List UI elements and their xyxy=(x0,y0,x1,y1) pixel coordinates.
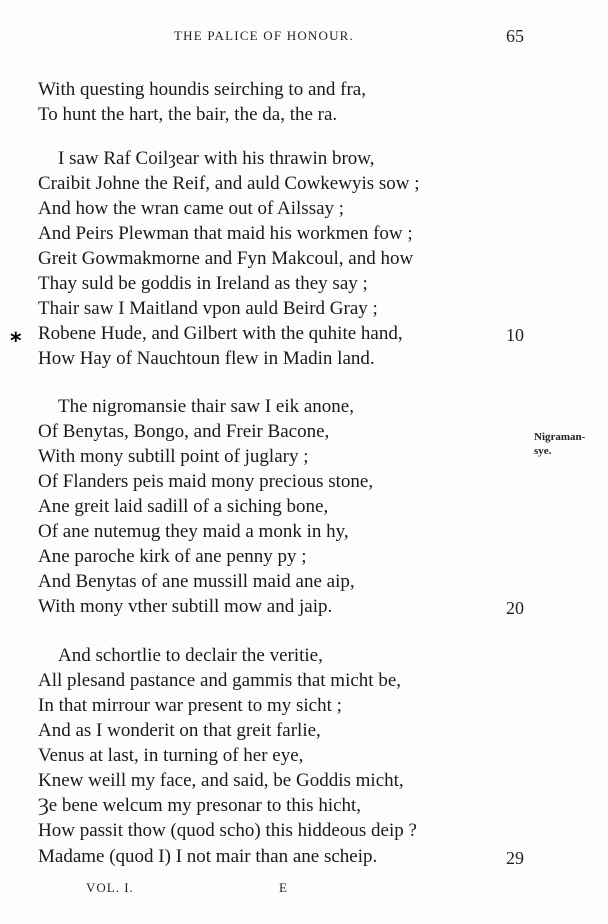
poem-line: And Peirs Plewman that maid his workmen fow ; xyxy=(38,223,413,244)
poem-line: Knew weill my face, and said, be Goddis micht, xyxy=(38,770,404,791)
margin-note xyxy=(534,430,585,458)
line-number: 29 xyxy=(506,848,524,868)
poem-line: How passit thow (quod scho) this hiddeous deip ? xyxy=(38,820,417,841)
poem-line: Ane greit laid sadill of a siching bone, xyxy=(38,496,329,517)
poem-line: With mony vther subtill mow and jaip. xyxy=(38,596,333,617)
poem-line: And as I wonderit on that greit farlie, xyxy=(38,720,321,741)
page-number: 65 xyxy=(506,26,524,46)
poem-line: I saw Raf Coilȝear with his thrawin brow, xyxy=(58,148,375,169)
poem-line: With questing houndis seirching to and fra, xyxy=(38,79,366,100)
poem-line: In that mirrour war present to my sicht ; xyxy=(38,695,342,716)
signature-letter: E xyxy=(279,880,287,895)
margin-note-line: sye. xyxy=(534,445,552,457)
poem-line: Of ane nutemug they maid a monk in hy, xyxy=(38,521,349,542)
poem-line: Madame (quod I) I not mair than ane scheip. xyxy=(38,846,378,867)
poem-line: Venus at last, in turning of her eye, xyxy=(38,745,304,766)
poem-line: Greit Gowmakmorne and Fyn Makcoul, and how xyxy=(38,248,414,269)
poem-line: Of Flanders peis maid mony precious stone, xyxy=(38,471,374,492)
volume-signature: VOL. I. xyxy=(86,880,134,895)
line-number: 20 xyxy=(506,598,524,618)
poem-line: How Hay of Nauchtoun flew in Madin land. xyxy=(38,348,375,369)
poem-line: Ȝe bene welcum my presonar to this hicht, xyxy=(38,795,362,816)
poem-line: Thair saw I Maitland vpon auld Beird Gray ; xyxy=(38,298,378,319)
poem-line: And how the wran came out of Ailssay ; xyxy=(38,198,345,219)
poem-line: Robene Hude, and Gilbert with the quhite hand, xyxy=(38,323,403,344)
poem-line: Ane paroche kirk of ane penny py ; xyxy=(38,546,307,567)
poem-line: The nigromansie thair saw I eik anone, xyxy=(58,396,354,417)
poem-line: Of Benytas, Bongo, and Freir Bacone, xyxy=(38,421,330,442)
poem-line: With mony subtill point of juglary ; xyxy=(38,446,309,467)
poem-line: And schortlie to declair the veritie, xyxy=(58,645,323,666)
poem-line: Thay suld be goddis in Ireland as they say ; xyxy=(38,273,368,294)
poem-line: Craibit Johne the Reif, and auld Cowkewyis sow ; xyxy=(38,173,420,194)
line-number: 10 xyxy=(506,325,524,345)
margin-note-line: Nigraman- xyxy=(534,431,586,443)
running-title: THE PALICE OF HONOUR. xyxy=(174,28,355,43)
poem-line: And Benytas of ane mussill maid ane aip, xyxy=(38,571,355,592)
poem-line: To hunt the hart, the bair, the da, the ra. xyxy=(38,104,338,125)
asterisk-mark: * xyxy=(10,329,22,354)
poem-line: All plesand pastance and gammis that micht be, xyxy=(38,670,402,691)
